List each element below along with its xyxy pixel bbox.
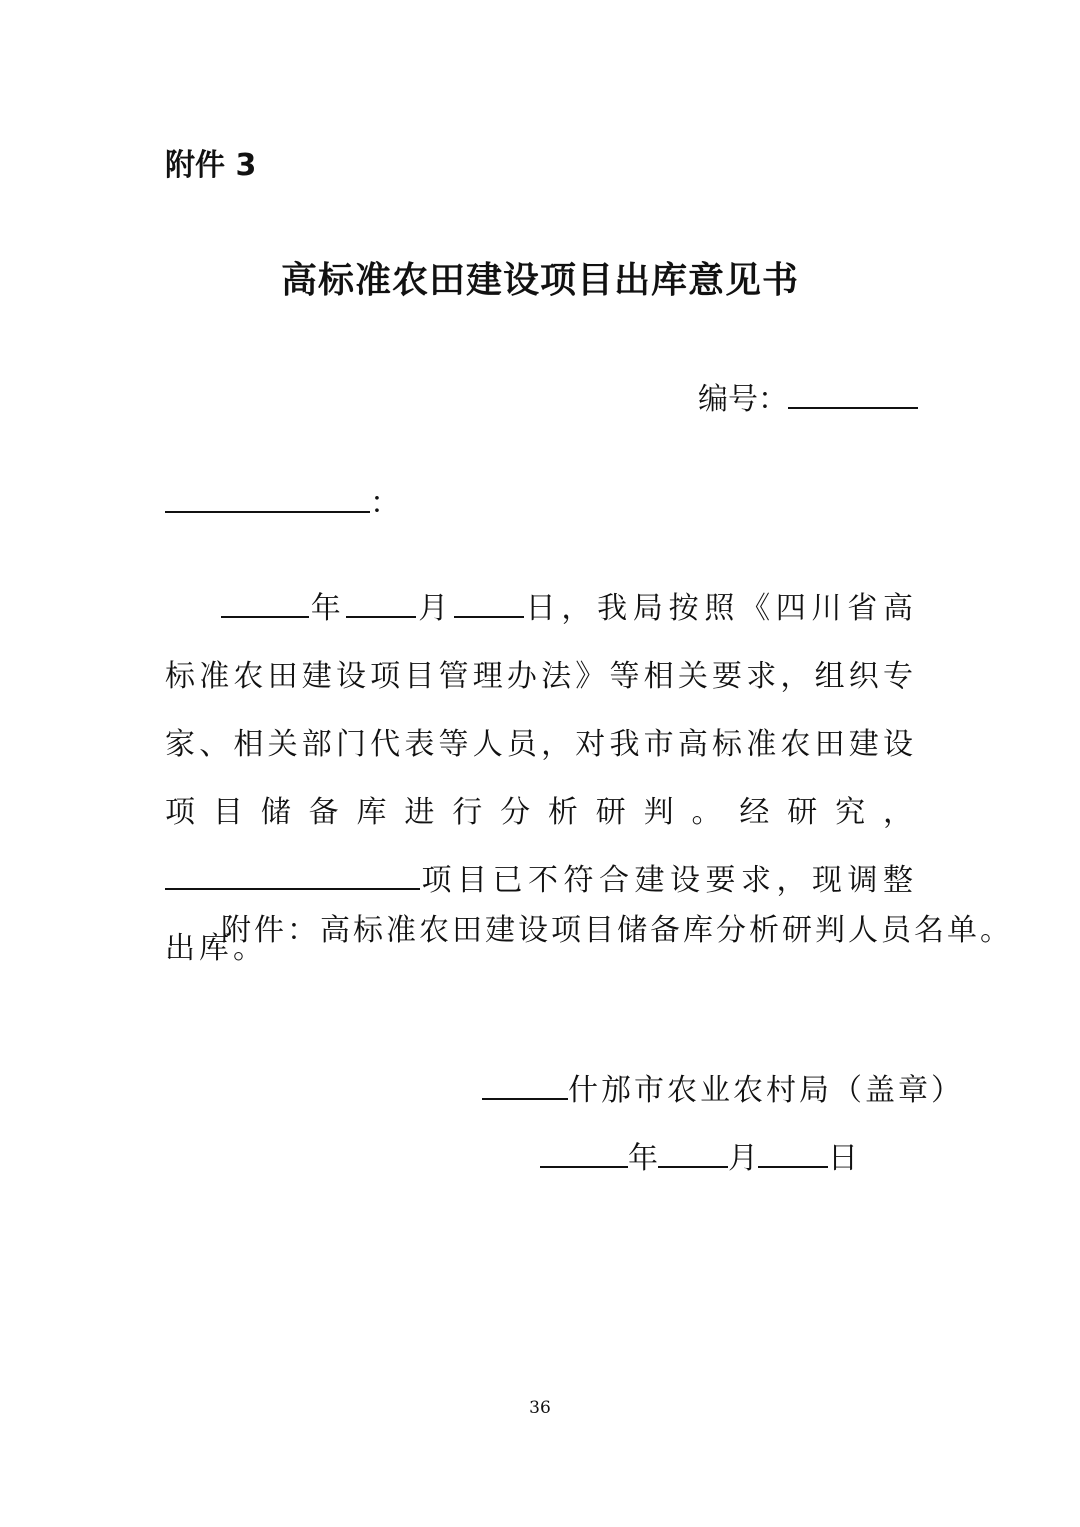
signature-year-blank <box>540 1140 628 1168</box>
signature-date-line <box>540 1133 858 1177</box>
body-month-blank <box>346 590 416 618</box>
document-title: 高标准农田建设项目出库意见书 <box>280 259 799 301</box>
addressee-blank <box>165 485 370 513</box>
addressee-colon: ： <box>370 486 400 521</box>
addressee-line <box>165 478 400 522</box>
attachment-note: 附件：高标准农田建设项目储备库分析研判人员名单。 <box>221 913 1013 948</box>
body-year-blank <box>221 590 309 618</box>
body-year-label: 年 <box>309 591 347 626</box>
signature-year-label: 年 <box>628 1141 658 1176</box>
signature-org-blank <box>482 1072 568 1100</box>
signature-day-label: 日 <box>828 1141 858 1176</box>
serial-number-label: 编号： <box>698 382 788 417</box>
body-month-label: 月 <box>416 591 454 626</box>
serial-number-line <box>698 374 918 418</box>
signature-day-blank <box>758 1140 828 1168</box>
signature-month-label: 月 <box>728 1141 758 1176</box>
project-name-blank <box>165 862 420 890</box>
body-day-blank <box>454 590 524 618</box>
signature-org-line <box>482 1065 964 1109</box>
signature-org: 什邡市农业农村局（盖章） <box>568 1073 964 1108</box>
page-number: 36 <box>529 1398 551 1418</box>
body-tail-text: 项目已不符合建设要求，现调整出库。 <box>165 863 917 966</box>
attachment-label: 附件 3 <box>165 148 257 183</box>
serial-number-blank <box>788 381 918 409</box>
signature-month-blank <box>658 1140 728 1168</box>
body-main-text: 日，我局按照《四川省高标准农田建设项目管理办法》等相关要求，组织专家、相关部门代表等人员，对我市高标准农田建设项目储备库进行分析研判。经研究， <box>165 591 918 830</box>
